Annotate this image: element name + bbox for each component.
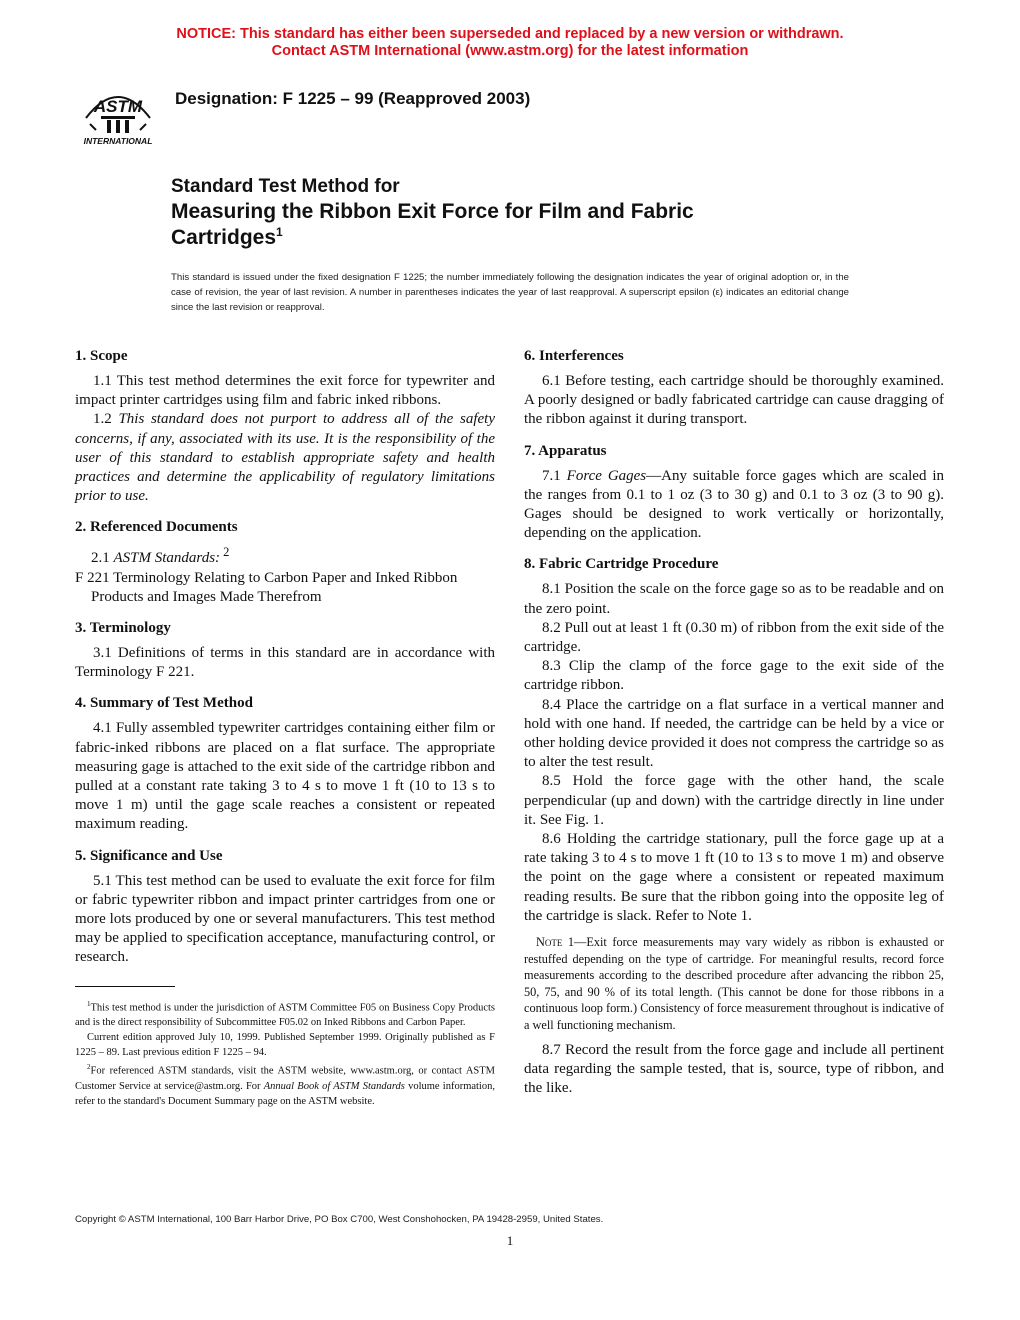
para-4-1: 4.1 Fully assembled typewriter cartridges containing either film or fabric-inked ribbons are placed on a flat surface. The appropriate measuring gage is attached to the exit side of the cartridge ribbon and pulled at a constant rate taking 3 to 4 s to move 1 ft (10 to 13 s to move 1 m) until the gage scale reaches a consistent or repeated maximum reading. — [75, 720, 495, 833]
section-heading-terminology: 3. Terminology — [75, 620, 171, 637]
footnote-divider — [75, 986, 175, 987]
section-heading-referenced: 2. Referenced Documents — [75, 519, 238, 536]
notice-line-2: Contact ASTM International (www.astm.org) for the latest information — [271, 43, 749, 59]
para-6-1: 6.1 Before testing, each cartridge should be thoroughly examined. A poorly designed or badly fabricated cartridge can cause dragging of the ribbon against it during transport. — [524, 373, 944, 428]
footnote-2-mark: 2 — [87, 1063, 91, 1072]
designation: Designation: F 1225 – 99 (Reapproved 2003) — [175, 89, 531, 108]
logo-text: ASTM — [93, 97, 143, 116]
logo-subtext: INTERNATIONAL — [83, 136, 153, 146]
footnote-2 — [75, 1060, 495, 1109]
para-7-1-num: 7.1 — [542, 467, 567, 484]
para-8-7: 8.7 Record the result from the force gage and include all pertinent data regarding the sample tested, that is, source, type of ribbon, and the like. — [524, 1042, 944, 1097]
para-2-1-num: 2.1 — [91, 550, 114, 567]
footnote-1-text: This test method is under the jurisdiction of ASTM Committee F05 on Business Copy Products and is the direct responsibility of Subcommittee F05.02 on Inked Ribbons and Carbon Paper. — [75, 1002, 495, 1029]
para-8-2: 8.2 Pull out at least 1 ft (0.30 m) of ribbon from the exit side of the cartridge. — [524, 619, 944, 656]
document-title — [171, 175, 891, 251]
para-3-1: 3.1 Definitions of terms in this standard are in accordance with Terminology F 221. — [75, 645, 495, 681]
astm-logo-graphic — [76, 78, 160, 148]
right-column — [524, 347, 944, 1099]
title-line-2 — [171, 225, 891, 251]
para-7-1-italic: Force Gages — [566, 467, 647, 484]
para-2-1-italic: ASTM Standards: — [113, 550, 221, 567]
note-1-label: Note 1 — [536, 935, 575, 950]
section-heading-apparatus: 7. Apparatus — [524, 442, 607, 459]
note-1 — [524, 934, 944, 1033]
para-1-2 — [75, 410, 495, 506]
title-footnote-mark: 1 — [276, 225, 283, 239]
para-1-2-num: 1.2 — [93, 411, 119, 428]
footnote-2-text-b: volume information, refer to the standard's Document Summary page on the ASTM website. — [75, 1080, 495, 1107]
para-2-1-mark: 2 — [220, 545, 230, 560]
para-8-4: 8.4 Place the cartridge on a flat surface in a vertical manner and hold with one hand. If needed, the cartridge can be held by a vice or other holding device provided it does not compress the cartridge so as to alter the test result. — [524, 696, 944, 771]
footnote-1-mark: 1 — [87, 999, 91, 1008]
issuance-statement: This standard is issued under the fixed designation F 1225; the number immediately following the designation indicates the year of original adoption or, in the case of revision, the year of last revision. A number in parentheses indicates the year of last reapproval. A superscript epsilon (ε) indicates an editorial change since the last revision or reapproval. — [171, 272, 849, 313]
section-heading-interferences: 6. Interferences — [524, 348, 624, 364]
para-2-1 — [75, 543, 495, 568]
title-line-1: Measuring the Ribbon Exit Force for Film and Fabric — [171, 200, 694, 223]
section-heading-significance: 5. Significance and Use — [75, 847, 223, 864]
footnote-2-italic: Annual Book of ASTM Standards — [263, 1080, 405, 1092]
para-1-2-text: This standard does not purport to address all of the safety concerns, if any, associated with its use. It is the responsibility of the user of this standard to establish appropriate safety and health practices and determine the applicability of regulatory limitations prior to use. — [75, 411, 496, 505]
left-column — [75, 347, 495, 1109]
note-1-text: —Exit force measurements may vary widely as ribbon is exhausted or restuffed depending on the type of cartridge. For meaningful results, record force measurements according to the described procedure after advancing the ribbon 25, 50, 75, and 90 % of its total length. (This cannot be done for those ribbons in a continuous loop form.) Consistency of force measurement throughout is indicative of a well functioning mechanism. — [524, 935, 944, 1032]
footnote-1-edition: Current edition approved July 10, 1999. Published September 1999. Originally published as F 1225 – 89. Last previous edition F 1225 – 94. — [75, 1032, 495, 1059]
astm-logo — [76, 78, 160, 148]
section-heading-summary: 4. Summary of Test Method — [75, 695, 253, 712]
section-heading-scope: 1. Scope — [75, 348, 128, 364]
para-8-5: 8.5 Hold the force gage with the other hand, the scale perpendicular (up and down) with the cartridge directly in line under it. See Fig. 1. — [524, 773, 944, 828]
para-1-1: 1.1 This test method determines the exit force for typewriter and impact printer cartridges using film and fabric inked ribbons. — [75, 373, 495, 409]
footnote-2-text-a: For referenced ASTM standards, visit the ASTM website, www.astm.org, or contact ASTM Customer Service at service@astm.org. For — [75, 1065, 495, 1092]
page-number: 1 — [506, 1233, 514, 1248]
title-prefix: Standard Test Method for — [171, 176, 400, 197]
para-8-6: 8.6 Holding the cartridge stationary, pull the force gage up at a rate taking 3 to 4 s to move 1 ft (10 to 13 s to move 1 m) and observe the point on the gage where a consistent or repeated maximum reading results. Be sure that the ribbon going into the opposite leg of the cartridge is slack. Refer to Note 1. — [524, 831, 944, 924]
para-7-1 — [524, 467, 944, 544]
section-heading-procedure: 8. Fabric Cartridge Procedure — [524, 556, 719, 573]
notice-line-1: NOTICE: This standard has either been superseded and replaced by a new version or withdrawn. — [176, 26, 844, 42]
para-8-3: 8.3 Clip the clamp of the force gage to the exit side of the cartridge ribbon. — [524, 658, 944, 694]
para-8-1: 8.1 Position the scale on the force gage so as to be readable and on the zero point. — [524, 581, 944, 617]
footnote-1 — [75, 997, 495, 1031]
referenced-item-f221: F 221 Terminology Relating to Carbon Paper and Inked Ribbon Products and Images Made Therefrom — [75, 569, 458, 605]
copyright-line: Copyright © ASTM International, 100 Barr Harbor Drive, PO Box C700, West Conshohocken, PA 19428-2959, United States. — [75, 1214, 604, 1225]
withdrawal-notice — [0, 26, 1020, 60]
title-line-2-text: Cartridges — [171, 226, 277, 249]
para-5-1: 5.1 This test method can be used to evaluate the exit force for film or fabric typewriter ribbon and impact printer cartridges from one or more lots produced by one or several manufacturers. This test method may be applied to specification acceptance, manufacturing control, or research. — [75, 872, 495, 966]
para-7-1-text: —Any suitable force gages which are scaled in the ranges from 0.1 to 1 oz (3 to 30 g) and 0.1 to 3 oz (3 to 90 g). Gages should be designed to work vertically or horizontally, depending on the application. — [524, 467, 945, 542]
